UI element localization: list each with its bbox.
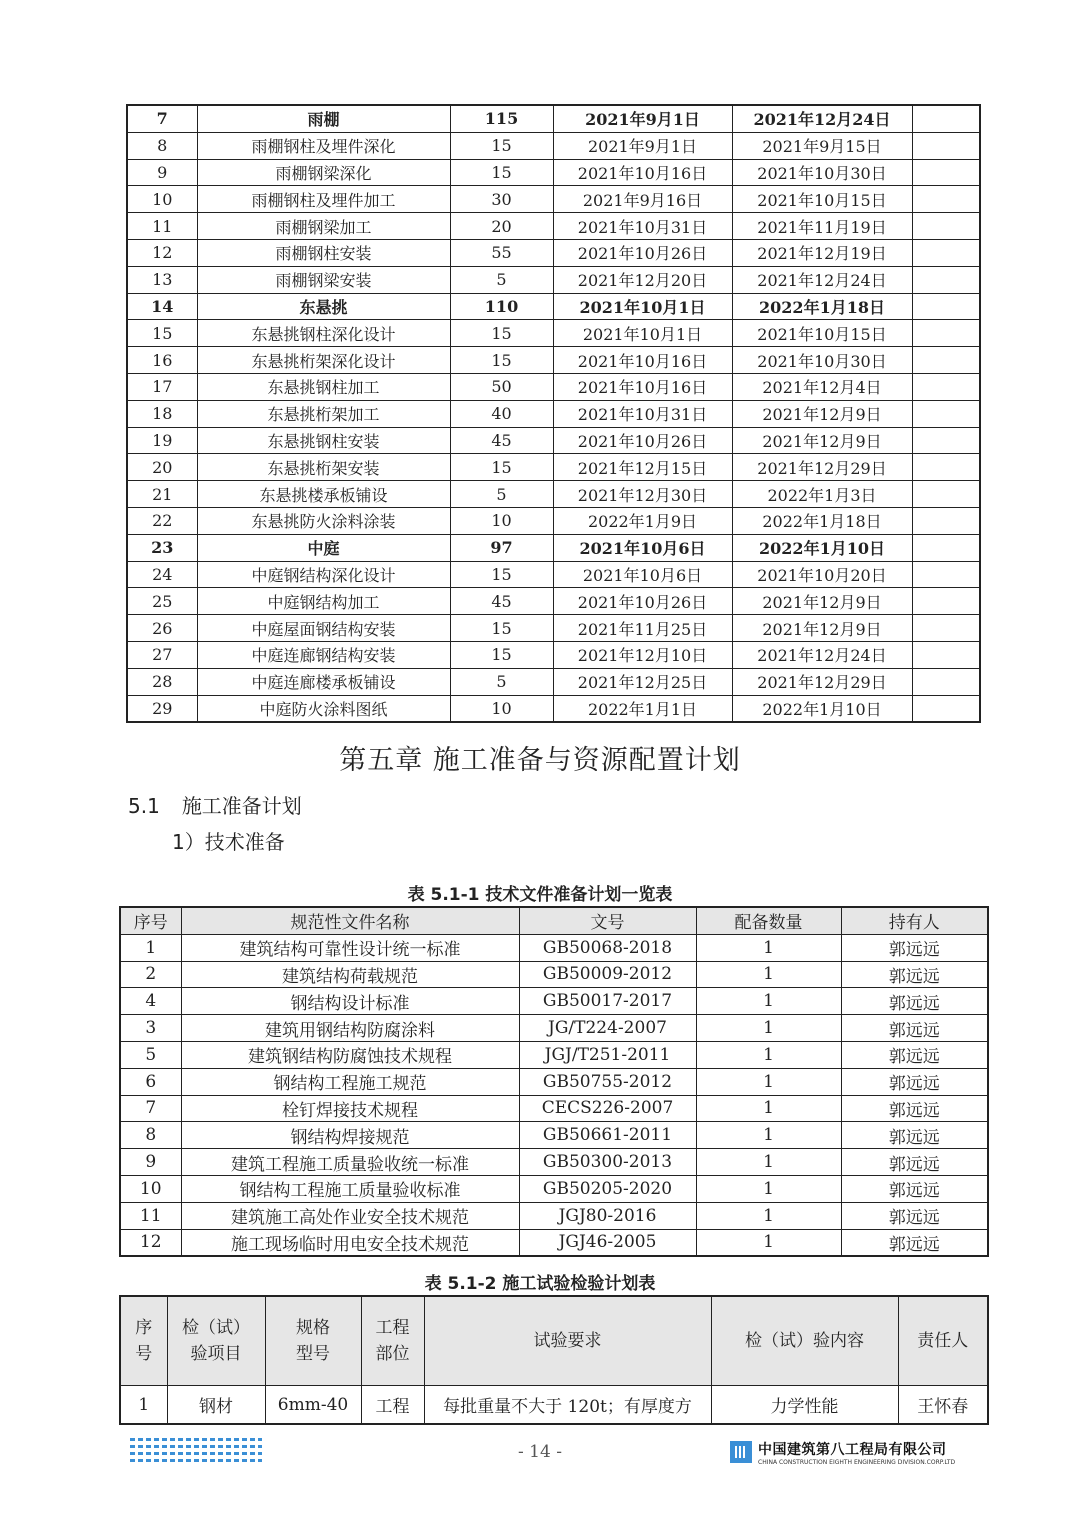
schedule-row: [127, 507, 980, 534]
schedule-cell-note: [912, 695, 980, 722]
docs-cell-no: 6: [120, 1068, 181, 1095]
schedule-cell-note: [912, 186, 980, 213]
schedule-cell-end: 2022年1月18日: [732, 507, 912, 534]
schedule-row: [127, 481, 980, 508]
schedule-row: [127, 213, 980, 240]
schedule-cell-end: 2021年10月15日: [732, 320, 912, 347]
schedule-cell-days: 45: [450, 588, 553, 615]
schedule-cell-name: 雨棚钢柱及埋件加工: [197, 186, 450, 213]
schedule-cell-no: 20: [127, 454, 197, 481]
docs-cell-name: 钢结构焊接规范: [181, 1122, 519, 1149]
docs-cell-holder: 郭远远: [841, 1202, 988, 1229]
schedule-cell-start: 2021年10月31日: [553, 400, 732, 427]
schedule-cell-days: 55: [450, 239, 553, 266]
docs-cell-no: 10: [120, 1175, 181, 1202]
schedule-row: [127, 615, 980, 642]
schedule-row: [127, 534, 980, 561]
schedule-cell-days: 97: [450, 534, 553, 561]
docs-cell-holder: 郭远远: [841, 1229, 988, 1256]
schedule-cell-end: 2021年12月9日: [732, 615, 912, 642]
docs-cell-no: 3: [120, 1015, 181, 1042]
schedule-cell-days: 40: [450, 400, 553, 427]
docs-cell-code: JGJ/T251-2011: [519, 1041, 696, 1068]
schedule-cell-note: [912, 400, 980, 427]
docs-cell-code: GB50300-2013: [519, 1149, 696, 1176]
schedule-cell-start: 2021年10月26日: [553, 427, 732, 454]
tests-row: [120, 1386, 988, 1425]
docs-cell-no: 7: [120, 1095, 181, 1122]
schedule-cell-name: 东悬挑桁架安装: [197, 454, 450, 481]
docs-cell-holder: 郭远远: [841, 988, 988, 1015]
schedule-cell-no: 23: [127, 534, 197, 561]
docs-cell-name: 建筑结构荷载规范: [181, 961, 519, 988]
schedule-row: [127, 186, 980, 213]
tests-header-content: 检（试）验内容: [711, 1296, 898, 1386]
docs-cell-no: 8: [120, 1122, 181, 1149]
schedule-cell-start: 2021年12月15日: [553, 454, 732, 481]
section-heading: [128, 790, 302, 819]
tests-table: [119, 1295, 989, 1425]
schedule-cell-end: 2021年12月19日: [732, 239, 912, 266]
tests-cell-no: 1: [120, 1386, 167, 1425]
docs-cell-code: GB50661-2011: [519, 1122, 696, 1149]
schedule-cell-no: 11: [127, 213, 197, 240]
docs-cell-no: 5: [120, 1041, 181, 1068]
schedule-cell-name: 雨棚钢柱及埋件深化: [197, 132, 450, 159]
tests-cell-spec: 6mm-40: [265, 1386, 361, 1425]
docs-row: [120, 1175, 988, 1202]
schedule-row: [127, 454, 980, 481]
section-number: 5.1: [128, 794, 160, 818]
page-number: - 14 -: [518, 1442, 562, 1462]
schedule-cell-name: 中庭: [197, 534, 450, 561]
docs-cell-code: GB50009-2012: [519, 961, 696, 988]
docs-row: [120, 1229, 988, 1256]
docs-cell-name: 建筑用钢结构防腐涂料: [181, 1015, 519, 1042]
docs-cell-code: GB50205-2020: [519, 1175, 696, 1202]
docs-table: [119, 906, 989, 1257]
schedule-table-body: [127, 105, 980, 722]
docs-cell-qty: 1: [696, 1202, 841, 1229]
schedule-cell-start: 2021年10月31日: [553, 213, 732, 240]
docs-cell-holder: 郭远远: [841, 1149, 988, 1176]
docs-cell-name: 建筑施工高处作业安全技术规范: [181, 1202, 519, 1229]
docs-row: [120, 1015, 988, 1042]
section-title: 施工准备计划: [181, 794, 302, 818]
schedule-cell-days: 15: [450, 561, 553, 588]
docs-cell-qty: 1: [696, 1015, 841, 1042]
schedule-row: [127, 320, 980, 347]
schedule-cell-start: 2021年10月1日: [553, 320, 732, 347]
schedule-cell-no: 19: [127, 427, 197, 454]
schedule-cell-start: 2021年12月25日: [553, 668, 732, 695]
schedule-cell-end: 2021年12月9日: [732, 427, 912, 454]
schedule-row: [127, 561, 980, 588]
schedule-cell-days: 15: [450, 641, 553, 668]
tests-cell-owner: 王怀春: [898, 1386, 988, 1425]
schedule-row: [127, 668, 980, 695]
docs-cell-holder: 郭远远: [841, 1122, 988, 1149]
schedule-row: [127, 695, 980, 722]
schedule-cell-no: 27: [127, 641, 197, 668]
company-logo-icon: [730, 1441, 752, 1463]
schedule-cell-no: 8: [127, 132, 197, 159]
docs-cell-name: 建筑结构可靠性设计统一标准: [181, 934, 519, 961]
schedule-row: [127, 105, 980, 132]
schedule-cell-days: 15: [450, 615, 553, 642]
schedule-cell-note: [912, 561, 980, 588]
schedule-cell-no: 7: [127, 105, 197, 132]
schedule-cell-no: 18: [127, 400, 197, 427]
schedule-cell-name: 东悬挑: [197, 293, 450, 320]
schedule-cell-end: 2021年12月24日: [732, 266, 912, 293]
schedule-cell-end: 2022年1月10日: [732, 534, 912, 561]
schedule-cell-no: 26: [127, 615, 197, 642]
docs-cell-name: 钢结构设计标准: [181, 988, 519, 1015]
docs-row: [120, 1068, 988, 1095]
tests-cell-content: 力学性能: [711, 1386, 898, 1425]
schedule-cell-days: 50: [450, 373, 553, 400]
schedule-cell-end: 2021年10月20日: [732, 561, 912, 588]
company-name-en: CHINA CONSTRUCTION EIGHTH ENGINEERING DIVISION.CORP.LTD: [758, 1459, 956, 1466]
schedule-cell-note: [912, 373, 980, 400]
schedule-cell-end: 2022年1月10日: [732, 695, 912, 722]
schedule-row: [127, 293, 980, 320]
schedule-cell-days: 20: [450, 213, 553, 240]
schedule-row: [127, 373, 980, 400]
docs-cell-name: 建筑钢结构防腐蚀技术规程: [181, 1041, 519, 1068]
schedule-cell-name: 东悬挑桁架加工: [197, 400, 450, 427]
schedule-cell-start: 2021年10月26日: [553, 588, 732, 615]
schedule-cell-note: [912, 615, 980, 642]
docs-cell-qty: 1: [696, 1068, 841, 1095]
tests-cell-part: 工程: [361, 1386, 424, 1425]
docs-row: [120, 961, 988, 988]
schedule-cell-start: 2021年12月30日: [553, 481, 732, 508]
schedule-cell-days: 5: [450, 668, 553, 695]
schedule-cell-note: [912, 239, 980, 266]
schedule-cell-end: 2021年10月30日: [732, 159, 912, 186]
schedule-cell-start: 2021年10月16日: [553, 347, 732, 374]
schedule-cell-no: 24: [127, 561, 197, 588]
schedule-row: [127, 427, 980, 454]
docs-cell-holder: 郭远远: [841, 934, 988, 961]
docs-cell-no: 12: [120, 1229, 181, 1256]
docs-cell-holder: 郭远远: [841, 961, 988, 988]
schedule-cell-no: 10: [127, 186, 197, 213]
docs-row: [120, 1041, 988, 1068]
docs-cell-no: 11: [120, 1202, 181, 1229]
docs-cell-code: JG/T224-2007: [519, 1015, 696, 1042]
docs-cell-qty: 1: [696, 961, 841, 988]
docs-cell-qty: 1: [696, 934, 841, 961]
schedule-cell-note: [912, 105, 980, 132]
schedule-cell-name: 中庭连廊钢结构安装: [197, 641, 450, 668]
docs-table-body: [120, 934, 988, 1256]
schedule-cell-start: 2021年12月10日: [553, 641, 732, 668]
docs-cell-code: JGJ46-2005: [519, 1229, 696, 1256]
docs-cell-qty: 1: [696, 1229, 841, 1256]
schedule-cell-no: 13: [127, 266, 197, 293]
tests-header-req: 试验要求: [424, 1296, 711, 1386]
docs-cell-no: 2: [120, 961, 181, 988]
docs-cell-no: 9: [120, 1149, 181, 1176]
schedule-cell-days: 10: [450, 695, 553, 722]
schedule-cell-name: 东悬挑桁架深化设计: [197, 347, 450, 374]
docs-cell-name: 施工现场临时用电安全技术规范: [181, 1229, 519, 1256]
tests-cell-item: 钢材: [167, 1386, 265, 1425]
schedule-cell-name: 雨棚: [197, 105, 450, 132]
docs-row: [120, 1149, 988, 1176]
schedule-cell-note: [912, 588, 980, 615]
schedule-cell-no: 16: [127, 347, 197, 374]
schedule-cell-end: 2022年1月3日: [732, 481, 912, 508]
docs-cell-code: GB50068-2018: [519, 934, 696, 961]
schedule-cell-note: [912, 347, 980, 374]
schedule-cell-start: 2022年1月1日: [553, 695, 732, 722]
schedule-cell-end: 2021年9月15日: [732, 132, 912, 159]
schedule-cell-days: 15: [450, 454, 553, 481]
docs-cell-name: 建筑工程施工质量验收统一标准: [181, 1149, 519, 1176]
schedule-cell-note: [912, 668, 980, 695]
schedule-cell-days: 15: [450, 132, 553, 159]
schedule-cell-note: [912, 507, 980, 534]
schedule-cell-start: 2021年12月20日: [553, 266, 732, 293]
docs-cell-no: 4: [120, 988, 181, 1015]
tests-header-no: 序号: [120, 1296, 167, 1386]
schedule-cell-days: 15: [450, 347, 553, 374]
schedule-cell-end: 2021年12月4日: [732, 373, 912, 400]
schedule-cell-start: 2021年11月25日: [553, 615, 732, 642]
schedule-cell-days: 30: [450, 186, 553, 213]
docs-row: [120, 1202, 988, 1229]
schedule-cell-start: 2022年1月9日: [553, 507, 732, 534]
schedule-cell-end: 2021年12月24日: [732, 105, 912, 132]
company-name-cn: 中国建筑第八工程局有限公司: [758, 1442, 947, 1458]
schedule-cell-start: 2021年10月6日: [553, 561, 732, 588]
docs-cell-qty: 1: [696, 1122, 841, 1149]
schedule-cell-days: 15: [450, 320, 553, 347]
schedule-cell-no: 25: [127, 588, 197, 615]
schedule-cell-days: 5: [450, 266, 553, 293]
schedule-cell-note: [912, 213, 980, 240]
docs-header-no: 序号: [120, 907, 181, 934]
docs-cell-qty: 1: [696, 1149, 841, 1176]
docs-cell-holder: 郭远远: [841, 1175, 988, 1202]
schedule-cell-name: 东悬挑钢柱加工: [197, 373, 450, 400]
schedule-cell-start: 2021年10月6日: [553, 534, 732, 561]
docs-cell-holder: 郭远远: [841, 1068, 988, 1095]
schedule-cell-start: 2021年10月16日: [553, 373, 732, 400]
schedule-cell-end: 2021年11月19日: [732, 213, 912, 240]
schedule-cell-end: 2021年12月9日: [732, 588, 912, 615]
tests-header-owner: 责任人: [898, 1296, 988, 1386]
tests-header-item: 检（试）验项目: [167, 1296, 265, 1386]
tests-header-part: 工程部位: [361, 1296, 424, 1386]
schedule-cell-name: 中庭钢结构深化设计: [197, 561, 450, 588]
schedule-cell-name: 东悬挑楼承板铺设: [197, 481, 450, 508]
schedule-cell-name: 中庭钢结构加工: [197, 588, 450, 615]
schedule-cell-start: 2021年10月16日: [553, 159, 732, 186]
schedule-cell-name: 东悬挑钢柱安装: [197, 427, 450, 454]
schedule-cell-no: 9: [127, 159, 197, 186]
schedule-cell-name: 雨棚钢柱安装: [197, 239, 450, 266]
docs-cell-holder: 郭远远: [841, 1015, 988, 1042]
docs-header-code: 文号: [519, 907, 696, 934]
tests-cell-req: 每批重量不大于 120t；有厚度方: [424, 1386, 711, 1425]
docs-cell-name: 栓钉焊接技术规程: [181, 1095, 519, 1122]
schedule-cell-note: [912, 293, 980, 320]
schedule-cell-days: 10: [450, 507, 553, 534]
docs-cell-code: GB50017-2017: [519, 988, 696, 1015]
schedule-cell-note: [912, 481, 980, 508]
schedule-cell-note: [912, 266, 980, 293]
schedule-cell-name: 雨棚钢梁加工: [197, 213, 450, 240]
docs-header-holder: 持有人: [841, 907, 988, 934]
schedule-cell-start: 2021年10月1日: [553, 293, 732, 320]
tests-table-caption: 表 5.1-2 施工试验检验计划表: [424, 1274, 656, 1294]
schedule-row: [127, 132, 980, 159]
schedule-cell-no: 21: [127, 481, 197, 508]
schedule-cell-name: 中庭防火涂料图纸: [197, 695, 450, 722]
docs-row: [120, 988, 988, 1015]
schedule-cell-note: [912, 641, 980, 668]
schedule-row: [127, 159, 980, 186]
schedule-cell-end: 2021年12月29日: [732, 454, 912, 481]
schedule-cell-name: 中庭屋面钢结构安装: [197, 615, 450, 642]
subsection-heading: 1）技术准备: [172, 830, 285, 854]
docs-cell-no: 1: [120, 934, 181, 961]
schedule-cell-note: [912, 427, 980, 454]
docs-cell-code: CECS226-2007: [519, 1095, 696, 1122]
schedule-cell-end: 2021年12月24日: [732, 641, 912, 668]
schedule-cell-start: 2021年9月16日: [553, 186, 732, 213]
docs-cell-holder: 郭远远: [841, 1095, 988, 1122]
schedule-row: [127, 266, 980, 293]
schedule-row: [127, 347, 980, 374]
docs-cell-code: GB50755-2012: [519, 1068, 696, 1095]
docs-row: [120, 1095, 988, 1122]
schedule-table: [126, 104, 981, 723]
docs-row: [120, 934, 988, 961]
page-footer: [0, 1428, 1080, 1498]
schedule-cell-days: 45: [450, 427, 553, 454]
schedule-cell-note: [912, 454, 980, 481]
schedule-cell-no: 17: [127, 373, 197, 400]
docs-cell-name: 钢结构工程施工规范: [181, 1068, 519, 1095]
tests-header-spec: 规格型号: [265, 1296, 361, 1386]
tests-header-row: [120, 1296, 988, 1386]
docs-table-caption: 表 5.1-1 技术文件准备计划一览表: [407, 885, 673, 905]
schedule-cell-start: 2021年9月1日: [553, 132, 732, 159]
schedule-cell-end: 2022年1月18日: [732, 293, 912, 320]
schedule-cell-end: 2021年12月29日: [732, 668, 912, 695]
schedule-row: [127, 239, 980, 266]
docs-row: [120, 1122, 988, 1149]
chapter-title: 第五章 施工准备与资源配置计划: [339, 745, 741, 776]
schedule-cell-start: 2021年9月1日: [553, 105, 732, 132]
docs-cell-qty: 1: [696, 1041, 841, 1068]
schedule-row: [127, 400, 980, 427]
schedule-cell-no: 22: [127, 507, 197, 534]
schedule-cell-days: 115: [450, 105, 553, 132]
docs-cell-code: JGJ80-2016: [519, 1202, 696, 1229]
schedule-cell-no: 28: [127, 668, 197, 695]
docs-cell-holder: 郭远远: [841, 1041, 988, 1068]
schedule-cell-days: 5: [450, 481, 553, 508]
docs-cell-name: 钢结构工程施工质量验收标准: [181, 1175, 519, 1202]
schedule-cell-name: 中庭连廊楼承板铺设: [197, 668, 450, 695]
schedule-cell-days: 15: [450, 159, 553, 186]
schedule-cell-end: 2021年10月30日: [732, 347, 912, 374]
schedule-row: [127, 641, 980, 668]
schedule-cell-name: 雨棚钢梁安装: [197, 266, 450, 293]
schedule-cell-start: 2021年10月26日: [553, 239, 732, 266]
schedule-cell-no: 12: [127, 239, 197, 266]
schedule-cell-end: 2021年10月15日: [732, 186, 912, 213]
schedule-cell-no: 29: [127, 695, 197, 722]
schedule-cell-days: 110: [450, 293, 553, 320]
schedule-cell-no: 14: [127, 293, 197, 320]
schedule-cell-note: [912, 132, 980, 159]
schedule-cell-name: 东悬挑钢柱深化设计: [197, 320, 450, 347]
schedule-cell-name: 东悬挑防火涂料涂装: [197, 507, 450, 534]
schedule-cell-note: [912, 534, 980, 561]
docs-cell-qty: 1: [696, 988, 841, 1015]
schedule-cell-note: [912, 159, 980, 186]
schedule-cell-no: 15: [127, 320, 197, 347]
docs-cell-qty: 1: [696, 1175, 841, 1202]
schedule-cell-note: [912, 320, 980, 347]
docs-header-name: 规范性文件名称: [181, 907, 519, 934]
docs-header-row: [120, 907, 988, 934]
schedule-cell-end: 2021年12月9日: [732, 400, 912, 427]
schedule-row: [127, 588, 980, 615]
schedule-cell-name: 雨棚钢梁深化: [197, 159, 450, 186]
docs-header-qty: 配备数量: [696, 907, 841, 934]
docs-cell-qty: 1: [696, 1095, 841, 1122]
